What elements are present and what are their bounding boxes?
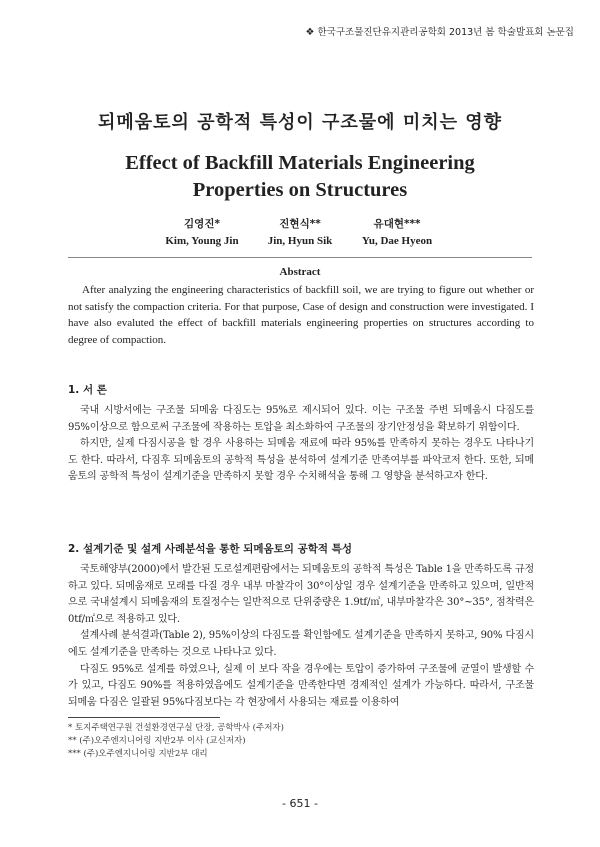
- footnote: * 토지주택연구원 건설환경연구실 단장, 공학박사 (주저자): [68, 723, 284, 733]
- paragraph: 국토해양부(2000)에서 발간된 도로설계편람에서는 되메움토의 공학적 특성은 Table 1을 만족하도록 규정하고 있다. 되메움재로 모래를 다질 경우 내부 마찰각이 30°이상일 경우 설계기준을 만족하고 있으며, 일반적으로 국내설계시 되메움재의 토질정수는 일반적으로 단위중량은 1.9tf/㎥, 내부마찰각은 30°~35°, 점착력은 0tf/㎡으로 적용하고 있다.: [68, 564, 534, 625]
- author-3-english: Yu, Dae Hyeon: [361, 235, 433, 247]
- author-1-english: Kim, Young Jin: [165, 235, 239, 247]
- header-text: 한국구조물진단유지관리공학회 2013년 봄 학술발표회 논문집: [317, 27, 574, 38]
- paragraph: 설계사례 분석결과(Table 2), 95%이상의 다짐도를 확인함에도 설계기준을 만족하지 못하고, 90% 다짐시에도 설계기준을 만족하는 것으로 나타나고 있다.: [68, 630, 534, 658]
- page-number: - 651 -: [282, 797, 318, 810]
- title-korean: 되메움토의 공학적 특성이 구조물에 미치는 영향: [97, 112, 503, 133]
- title-english: [0, 150, 600, 204]
- footnote: *** (주)오주엔지니어링 지반2부 대리: [68, 749, 208, 759]
- running-header: [0, 24, 574, 38]
- paragraph: 다짐도 95%로 설계를 하였으나, 실제 이 보다 작을 경우에는 토압이 증가하여 구조물에 균열이 발생할 수 가 있고, 다짐도 90%를 적용하였음에도 설계기준을 만족한다면 경제적인 설계가 가능하다. 따라서, 구조물 되메움 다짐은 일괄된 95%다짐보다는 각 현장에서 사용되는 재료를 이용하여: [68, 663, 534, 708]
- abstract-body: [68, 282, 534, 348]
- section-1-heading: 1. 서 론: [68, 384, 107, 396]
- author-3: [317, 216, 477, 250]
- abstract-text: After analyzing the engineering characteristics of backfill soil, we are trying to figure out whether or not satisfy the compaction criteria. For that purpose, Case of design and construction were investigated. I have also evaluted the effect of backfill materials engineering properties on structures according to degree of compaction.: [68, 284, 534, 346]
- diamond-icon: ❖: [305, 27, 315, 38]
- paragraph: 국내 시방서에는 구조물 되메움 다짐도는 95%로 제시되어 있다. 이는 구조물 주변 되메움시 다짐도를 95%이상으로 함으로써 구조물에 작용하는 토압을 최소화하여 구조물의 장기안정성을 확보하기 위함이다.: [68, 405, 534, 433]
- footnotes: [68, 717, 538, 761]
- section-design-criteria: [68, 541, 534, 711]
- title-english-line2: Properties on Structures: [192, 179, 408, 201]
- author-2-korean: 진현식**: [279, 218, 321, 230]
- author-1-korean: 김영진*: [184, 218, 220, 230]
- author-3-korean: 유대현***: [373, 218, 421, 230]
- divider: [68, 257, 532, 258]
- section-2-heading: 2. 설계기준 및 설계 사례분석을 통한 되메움토의 공학적 특성: [68, 543, 352, 555]
- section-introduction: [68, 382, 534, 486]
- abstract-heading: Abstract: [279, 266, 321, 278]
- title-english-line1: Effect of Backfill Materials Engineering: [125, 152, 475, 174]
- paragraph: 하지만, 실제 다짐시공을 할 경우 사용하는 되메움 재료에 따라 95%를 만족하지 못하는 경우도 나타나기도 한다. 따라서, 다짐후 되메움토의 공학적 특성을 분석하여 설계기준 만족여부를 파악코저 한다. 또한, 되메움토의 공학적 특성이 설계기준을 만족하지 못할 경우 수치해석을 통해 그 영향을 분석하고자 한다.: [68, 438, 534, 483]
- author-2-english: Jin, Hyun Sik: [267, 235, 333, 247]
- footnote: ** (주)오주엔지니어링 지반2부 이사 (교신저자): [68, 736, 246, 746]
- footnote-divider: [68, 717, 220, 718]
